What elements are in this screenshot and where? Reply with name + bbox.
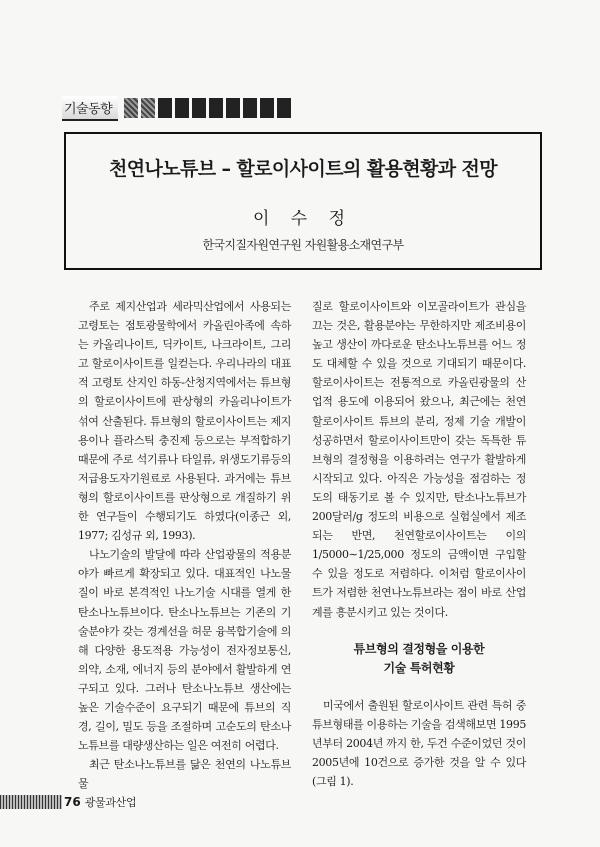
section-tag-decoration [124, 98, 291, 118]
right-column [312, 297, 526, 791]
article-author: 이 수 정 [252, 209, 354, 229]
body-paragraph: 미국에서 출원된 할로이사이트 관련 특허 중 튜브형태를 이용하는 기술을 검색해보면 1995년부터 2004년 까지 한, 두건 수준이었던 것이 2005년에 10건으로 증가한 것을 알 수 있다(그림 1). [312, 698, 526, 788]
footer-bar [0, 795, 62, 809]
subheading-line: 기술 특허현황 [383, 660, 455, 675]
title-box [64, 132, 542, 270]
page-number: 76 [64, 795, 81, 809]
author-affiliation: 한국지질자원연구원 자원활용소재연구부 [202, 238, 404, 252]
body-paragraph: 질로 할로이사이트와 이모골라이트가 관심을 끄는 것은, 활용분야는 무한하지만 제조비용이 높고 생산이 까다로운 탄소나노튜브를 어느 정도 대체할 수 있을 것으로 기대되기 때문이다. 할로이사이트는 전통적으로 카올린광물의 산업적 용도에 이용되어 왔으나, 최근에는 천연 할로이사이트 튜브의 분리, 정제 기술 개발이 성공하면서 할로이사이트만이 갖는 독특한 튜브형의 결정형을 이용하려는 연구가 활발하게 시작되고 있다. 아직은 가능성을 점검하는 정도의 태동기로 볼 수 있지만, 탄소나노튜브가 200달러/g 정도의 비용으로 실험실에서 제조되는 반면, 천연할로이사이트는 이의 1/5000∼1/25,000 정도의 금액이면 구입할 수 있을 정도로 저렴하다. 이처럼 할로이사이트가 저렴한 천연나노튜브라는 점이 바로 산업계를 흥분시키고 있는 것이다. [312, 300, 526, 619]
body-paragraph: 나노기술의 발달에 따라 산업광물의 적용분야가 빠르게 확장되고 있다. 대표적인 나노물질이 바로 본격적인 나노기술 시대를 열게 한 탄소나노튜브이다. 탄소나노튜브는 기존의 기술분야가 갖는 경계선을 허문 융복합기술에 의해 다양한 용도적용 가능성이 전자정보통신, 의약, 소재, 에너지 등의 분야에서 활발하게 연구되고 있다. 그러나 탄소나노튜브 생산에는 높은 기술수준이 요구되기 때문에 튜브의 직경, 길이, 밀도 등을 조절하며 고순도의 탄소나노튜브를 대량생산하는 일은 여전히 어렵다. [78, 548, 291, 753]
page-footer [0, 794, 136, 810]
section-tag [62, 96, 291, 120]
left-column [78, 297, 291, 793]
article-title: 천연나노튜브 – 할로이사이트의 활용현황과 전망 [108, 158, 498, 180]
subheading-line: 튜브형의 결정형을 이용한 [353, 641, 485, 656]
journal-name: 광물과산업 [84, 796, 137, 809]
section-subheading [312, 640, 526, 678]
section-tag-label: 기술동향 [62, 96, 118, 121]
body-paragraph: 주로 제지산업과 세라믹산업에서 사용되는 고령토는 점토광물학에서 카올린아족에 속하는 카올리나이트, 딕카이트, 나크라이트, 그리고 할로이사이트를 일컫는다. 우리나라의 대표적 고령토 산지인 하동-산청지역에서는 튜브형의 할로이사이트에 판상형의 카올리나이트가 섞여 산출된다. 튜브형의 할로이사이트는 제지용이나 플라스틱 충진제 등으로는 부적합하기 때문에 주로 석기류나 타일류, 위생도기류등의 저급용도자기원료로 사용된다. 과거에는 튜브형의 할로이사이트를 판상형으로 개질하기 위한 연구들이 수행되기도 하였다(이종근 외, 1977; 김성규 외, 1993). [78, 300, 291, 543]
body-paragraph: 최근 탄소나노튜브를 닮은 천연의 나노튜브 물 [78, 758, 291, 791]
